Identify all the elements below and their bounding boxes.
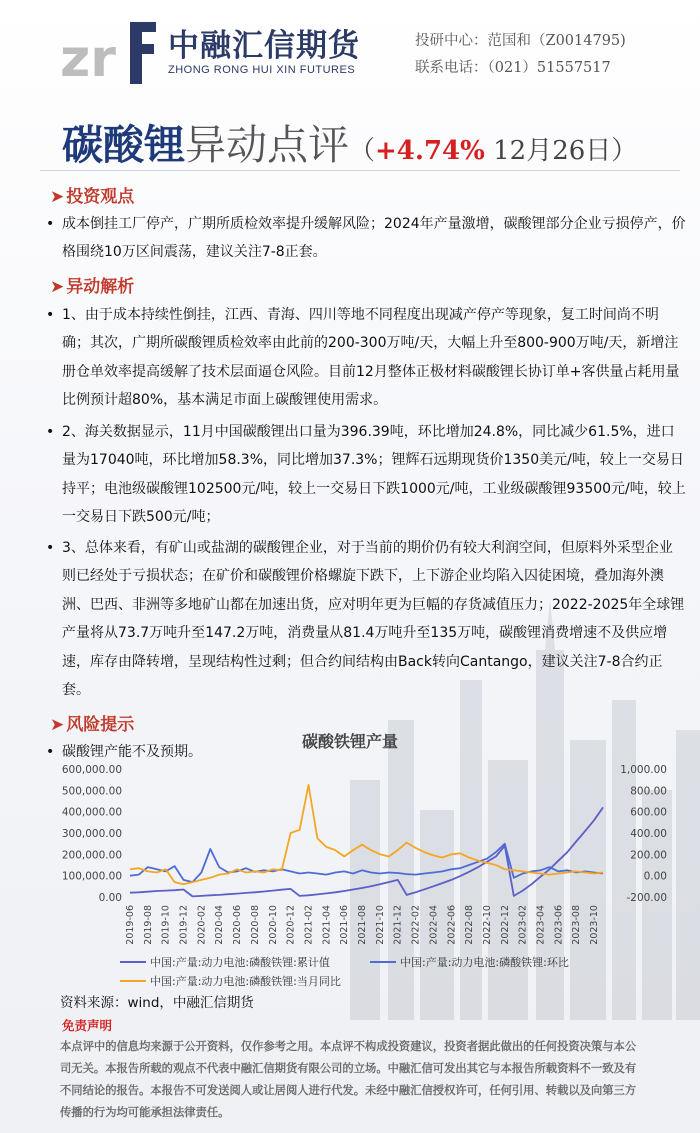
right-axis-tick-label: 1,000.00 (620, 764, 667, 776)
production-chart (0, 725, 700, 995)
right-axis-tick-label: 400.00 (630, 828, 667, 840)
phone-line: 联系电话：（021）51557517 (415, 60, 611, 76)
arrow-icon: ➤ (50, 277, 65, 297)
section-heading-risk: ➤ 风险提示 (50, 715, 135, 735)
report-title (62, 112, 637, 171)
legend-label-2: 中国:产量:动力电池:磷酸铁锂:环比 (400, 956, 569, 969)
x-axis-tick-label: 2021-06 (339, 905, 351, 945)
x-axis-tick-label: 2021-02 (303, 905, 315, 945)
x-axis-tick-label: 2021-12 (392, 905, 404, 945)
left-axis-tick-label: 300,000.00 (61, 828, 122, 840)
x-axis-tick-label: 2023-10 (589, 905, 601, 945)
analysis-paragraph-1: • 1、由于成本持续性倒挂，江西、青海、四川等地不同程度出现减产停产等现象，复工时间尚不明确；其次，广期所碳酸锂质检效率由此前的200-300万吨/天，大幅上升至800-900万吨/天，新增注册仓单效率提高缓解了技术层面逼仓风险。目前12月整体正极材料碳酸锂长协订单+客供量占耗用量比例预计超80%，基本满足市面上碳酸锂使用需求。 (46, 301, 686, 415)
right-axis-tick-label: -200.00 (626, 892, 667, 904)
x-axis-tick-label: 2021-08 (357, 905, 369, 945)
risk-paragraph: • 碳酸锂产能不及预期。 (46, 738, 686, 766)
x-axis-tick-label: 2021-04 (321, 905, 333, 945)
x-axis-tick-label: 2023-02 (517, 905, 529, 945)
x-axis-tick-label: 2021-10 (374, 905, 386, 945)
x-axis-tick-label: 2019-12 (178, 905, 190, 945)
series-line-1 (130, 807, 603, 896)
disclaimer-text: 本点评中的信息均来源于公开资料，仅作参考之用。本点评不构成投资建议，投资者据此做出的任何投资决策与本公司无关。本报告所载的观点不代表中融汇信期货有限公司的立场。中融汇信可发出其它与本报告所载资料不一致及有不同结论的报告。本报告不可发送阅人或让居阅人进行代发。未经中融汇信授权许可，任何引用、转载以及向第三方传播的行为均可能承担法律责任。 (60, 1040, 637, 1119)
x-axis-tick-label: 2019-06 (125, 905, 136, 945)
disclaimer-heading: 免责声明 (62, 1018, 113, 1033)
company-name-cn: 中融汇信期货 (168, 28, 360, 64)
left-axis-tick-label: 100,000.00 (61, 870, 122, 883)
x-axis-tick-label: 2022-12 (499, 905, 511, 945)
bullet-icon: • (46, 424, 55, 440)
price-change: +4.74% (375, 136, 485, 166)
section-heading-view: ➤ 投资观点 (50, 187, 135, 207)
title-divider (40, 170, 680, 171)
analysis-paragraph-3: • 3、总体来看，有矿山或盐湖的碳酸锂企业，对于当前的期价仍有较大利润空间，但原料外采型企业则已经处于亏损状态；在矿价和碳酸锂价格螺旋下跌下，上下游企业均陷入囚徒困境，叠加海外澳洲、巴西、非洲等多地矿山都在加速出货，应对明年更为巨幅的存货减值压力；2022-2025年全球锂产量将从73.7万吨升至147.2万吨，消费量从81.4万吨升至135万吨，碳酸锂消费增速不及供应增速，库存由降转增，呈现结构性过剩；但合约间结构由Back转向Cantango，建议关注7-8合约正套。 (46, 534, 686, 704)
chart-canvas (0, 725, 700, 995)
title-paren-open: （ (349, 136, 376, 166)
bullet-icon: • (46, 744, 55, 760)
chart-title: 碳酸铁锂产量 (301, 732, 398, 751)
x-axis-tick-label: 2022-10 (481, 905, 493, 945)
x-axis-tick-label: 2023-06 (553, 905, 565, 945)
x-axis-tick-label: 2022-06 (446, 905, 458, 945)
analyst-line: 投研中心：范国和（Z0014795) (415, 33, 626, 49)
contact-info (415, 28, 626, 82)
analysis-paragraph-2: • 2、海关数据显示，11月中国碳酸锂出口量为396.39吨，环比增加24.8%，同比减少61.5%，进口量为17040吨，环比增加58.3%，同比增加37.3%；锂辉石远期现货价1350美元/吨，较上一交易日持平；电池级碳酸锂102500元/吨，较上一交易日下跌1000元/吨，工业级碳酸锂93500元/吨，较上一交易日下跌500元/吨； (46, 418, 686, 532)
arrow-icon: ➤ (50, 187, 65, 207)
company-logo-mark (60, 14, 158, 86)
x-axis-tick-label: 2023-04 (535, 905, 547, 945)
view-paragraph: • 成本倒挂工厂停产，广期所质检效率提升缓解风险；2024年产量激增，碳酸锂部分企业亏损停产，价格围绕10万区间震荡，建议关注7-8正套。 (46, 210, 686, 267)
x-axis-tick-label: 2023-08 (571, 905, 583, 945)
right-axis-tick-label: 0.00 (643, 870, 667, 883)
x-axis-tick-label: 2019-08 (142, 905, 154, 945)
left-axis-tick-label: 0.00 (98, 892, 122, 904)
svg-text:zr: zr (60, 29, 116, 86)
x-axis-tick-label: 2020-12 (285, 905, 297, 945)
title-product: 碳酸锂 (62, 121, 185, 169)
legend-label-1: 中国:产量:动力电池:磷酸铁锂:累计值 (150, 956, 330, 969)
series-line-2 (130, 844, 603, 882)
bullet-icon: • (46, 216, 55, 232)
x-axis-tick-label: 2019-10 (160, 905, 172, 945)
right-axis-tick-label: 800.00 (630, 785, 667, 798)
x-axis-tick-label: 2022-08 (464, 905, 476, 945)
x-axis-tick-label: 2020-04 (214, 905, 226, 945)
right-axis-tick-label: 200.00 (630, 849, 667, 862)
title-type: 异动点评 (185, 121, 349, 169)
x-axis-tick-label: 2022-02 (410, 905, 422, 945)
title-paren-close: ） (611, 136, 638, 166)
header (0, 0, 700, 100)
left-axis-tick-label: 200,000.00 (61, 849, 122, 862)
x-axis-tick-label: 2020-10 (267, 905, 279, 945)
left-axis-tick-label: 400,000.00 (61, 806, 122, 819)
bullet-icon: • (46, 307, 55, 323)
x-axis-tick-label: 2022-04 (428, 905, 440, 945)
legend-label-3: 中国:产量:动力电池:磷酸铁锂:当月同比 (150, 975, 341, 988)
series-line-3 (130, 785, 603, 884)
left-axis-tick-label: 500,000.00 (61, 785, 122, 798)
report-date: 12月26日 (493, 136, 612, 166)
company-name-en: ZHONG RONG HUI XIN FUTURES (168, 64, 356, 76)
section-heading-analysis: ➤ 异动解析 (50, 277, 135, 297)
right-axis-tick-label: 600.00 (630, 806, 667, 819)
bullet-icon: • (46, 540, 55, 556)
x-axis-tick-label: 2020-06 (232, 905, 244, 945)
x-axis-tick-label: 2020-08 (249, 905, 261, 945)
x-axis-tick-label: 2020-02 (196, 905, 208, 945)
data-source: 资料来源：wind，中融汇信期货 (60, 995, 254, 1011)
left-axis-tick-label: 600,000.00 (61, 764, 122, 776)
arrow-icon: ➤ (50, 715, 65, 735)
